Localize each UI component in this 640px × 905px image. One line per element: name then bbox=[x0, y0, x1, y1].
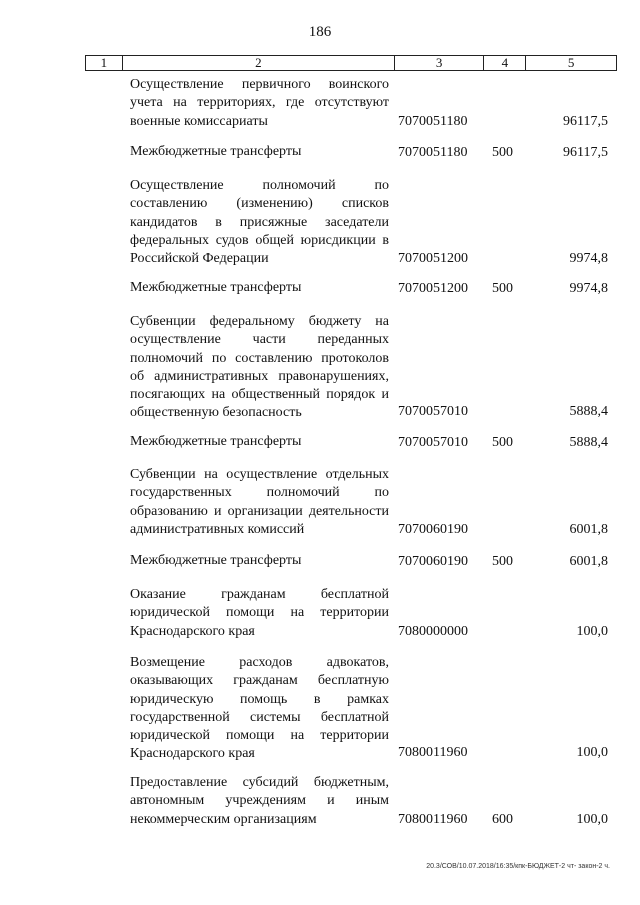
row-code: 7070051200 bbox=[398, 280, 468, 296]
row-amount: 5888,4 bbox=[569, 434, 608, 450]
table-row bbox=[0, 654, 640, 762]
header-col-5: 5 bbox=[567, 55, 575, 70]
table-row bbox=[0, 586, 640, 641]
row-amount: 100,0 bbox=[576, 623, 608, 639]
header-col-2: 2 bbox=[123, 56, 395, 70]
row-type: 500 bbox=[492, 280, 513, 296]
row-description: Субвенции федеральному бюджету на осуществление части переданных полномочий по составлению протоколов об административных правонарушениях, посягающих на общественный порядок и общественную безопасность bbox=[130, 314, 389, 421]
row-description: Межбюджетные трансферты bbox=[130, 553, 302, 568]
row-description: Предоставление субсидий бюджетным, автономным учреждениям и иным некоммерческим организациям bbox=[130, 775, 389, 827]
row-code: 7070051180 bbox=[398, 144, 468, 160]
table-row bbox=[0, 177, 640, 268]
footer-stamp: 20.3/СОВ/10.07.2018/16:35/кпк-БЮДЖЕТ-2 чт- закон-2 ч. bbox=[426, 863, 610, 870]
table-row bbox=[0, 313, 640, 421]
row-code: 7080011960 bbox=[398, 744, 468, 760]
row-description: Возмещение расходов адвокатов, оказывающих гражданам бесплатную юридическую помощь в рамках государственной системы бесплатной юридической помощи на территории Краснодарского края bbox=[130, 655, 389, 762]
row-code: 7070060190 bbox=[398, 553, 468, 569]
row-description: Осуществление полномочий по составлению (изменению) списков кандидатов в присяжные заседатели федеральных судов общей юрисдикции в Российской Федерации bbox=[130, 178, 389, 267]
row-code: 7080000000 bbox=[398, 623, 468, 639]
table-row bbox=[0, 774, 640, 829]
row-type: 500 bbox=[492, 553, 513, 569]
row-code: 7070060190 bbox=[398, 521, 468, 537]
row-code: 7070051180 bbox=[398, 113, 468, 129]
row-amount: 96117,5 bbox=[563, 144, 608, 160]
row-amount: 100,0 bbox=[576, 744, 608, 760]
row-description: Межбюджетные трансферты bbox=[130, 144, 302, 159]
row-description: Межбюджетные трансферты bbox=[130, 434, 302, 449]
row-amount: 6001,8 bbox=[569, 553, 608, 569]
row-code: 7070051200 bbox=[398, 250, 468, 266]
table-row bbox=[0, 76, 640, 131]
row-description: Оказание гражданам бесплатной юридической помощи на территории Краснодарского края bbox=[130, 587, 389, 639]
table-row bbox=[0, 143, 640, 162]
row-type: 500 bbox=[492, 434, 513, 450]
table-row bbox=[0, 466, 640, 539]
row-code: 7070057010 bbox=[398, 403, 468, 419]
row-amount: 9974,8 bbox=[569, 280, 608, 296]
table-row bbox=[0, 433, 640, 452]
table-row bbox=[0, 279, 640, 298]
row-amount: 100,0 bbox=[576, 811, 608, 827]
table-row bbox=[0, 552, 640, 571]
row-amount: 9974,8 bbox=[569, 250, 608, 266]
header-col-4: 4 bbox=[484, 56, 526, 70]
row-code: 7080011960 bbox=[398, 811, 468, 827]
row-code: 7070057010 bbox=[398, 434, 468, 450]
page-number: 186 bbox=[308, 24, 332, 40]
row-amount: 6001,8 bbox=[569, 521, 608, 537]
row-amount: 5888,4 bbox=[569, 403, 608, 419]
row-description: Осуществление первичного воинского учета на территориях, где отсутствуют военные комиссариаты bbox=[130, 77, 389, 129]
table-header bbox=[85, 55, 617, 71]
row-amount: 96117,5 bbox=[563, 113, 608, 129]
header-col-3: 3 bbox=[395, 56, 485, 70]
row-description: Межбюджетные трансферты bbox=[130, 280, 302, 295]
row-type: 500 bbox=[492, 144, 513, 160]
row-type: 600 bbox=[492, 811, 513, 827]
header-col-1: 1 bbox=[86, 56, 123, 70]
row-description: Субвенции на осуществление отдельных государственных полномочий по образованию и организации деятельности административных комиссий bbox=[130, 467, 389, 537]
